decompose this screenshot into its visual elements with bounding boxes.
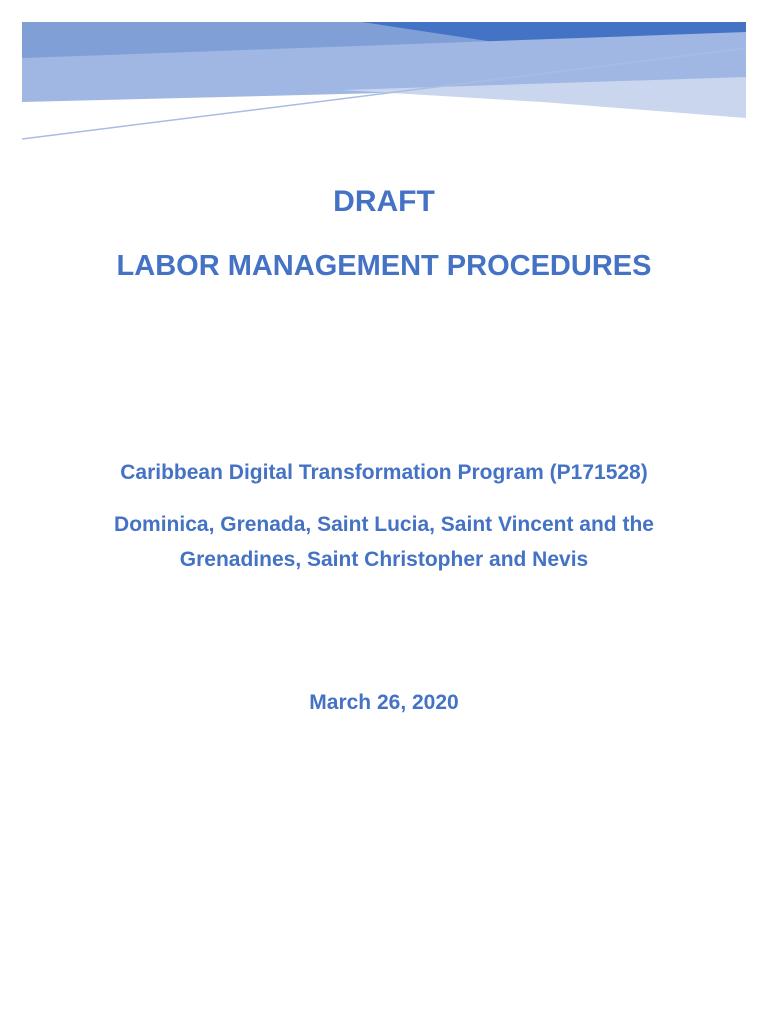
header-banner [22,22,746,140]
document-date: March 26, 2020 [309,691,459,714]
countries-line-1: Dominica, Grenada, Saint Lucia, Saint Vincent and the [114,513,654,536]
banner-graphic [22,22,746,140]
countries-line-2: Grenadines, Saint Christopher and Nevis [179,548,589,571]
countries [0,507,768,577]
document-title: LABOR MANAGEMENT PROCEDURES [116,250,652,282]
program-name: Caribbean Digital Transformation Program (P171528) [120,461,648,484]
draft-label: DRAFT [333,185,435,218]
